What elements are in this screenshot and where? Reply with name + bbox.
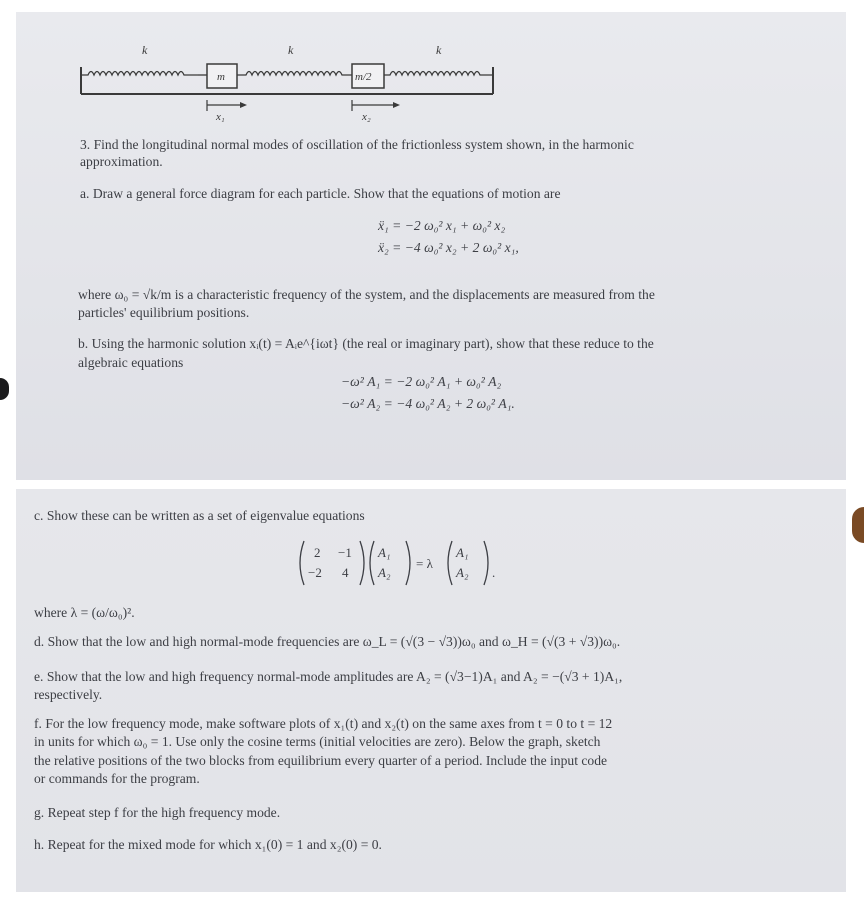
part-c-line: c. Show these can be written as a set of eigenvalue equations xyxy=(34,508,365,523)
finger-right xyxy=(852,507,864,543)
photo-bottom-page xyxy=(16,489,846,892)
equation-a1: ẍ₁ = −2 ω₀² x₁ + ω₀² x₂ xyxy=(378,218,506,233)
eigenvalue-matrix-equation xyxy=(294,537,554,589)
matrix-m21: −2 xyxy=(308,565,322,580)
equals-lambda: = λ xyxy=(416,556,433,571)
spring-1 xyxy=(81,72,198,76)
where-line-2: particles' equilibrium positions. xyxy=(78,305,250,320)
part-e-line-2: respectively. xyxy=(34,687,103,702)
displacement-2-label: x₂ xyxy=(362,111,371,122)
vector-right-a1: A₁ xyxy=(456,545,469,560)
vector-left-a2: A₂ xyxy=(378,565,391,580)
part-d-line: d. Show that the low and high normal-mode frequencies are ω_L = (√(3 − √3))ω₀ and ω_H = (√(3 + √3))ω₀. xyxy=(34,634,621,649)
matrix-m12: −1 xyxy=(338,545,352,560)
equation-b2: −ω² A₂ = −4 ω₀² A₂ + 2 ω₀² A₁. xyxy=(341,396,515,411)
part-f-line-1: f. For the low frequency mode, make software plots of x₁(t) and x₂(t) on the same axes from t = 0 to t = 12 xyxy=(34,716,613,731)
finger-left xyxy=(0,378,9,400)
part-a-line: a. Draw a general force diagram for each particle. Show that the equations of motion are xyxy=(80,186,561,201)
intro-line-2: approximation. xyxy=(80,154,163,169)
spring-3 xyxy=(384,72,493,76)
part-f-line-4: or commands for the program. xyxy=(34,771,200,786)
photo-top-page xyxy=(16,12,846,480)
matrix-m11: 2 xyxy=(314,545,321,560)
spring-1-label: k xyxy=(142,43,148,57)
vector-right-a2: A₂ xyxy=(456,565,469,580)
spring-2-label: k xyxy=(288,43,294,57)
equation-c-end: . xyxy=(492,565,496,580)
equation-a2: ẍ₂ = −4 ω₀² x₂ + 2 ω₀² x₁, xyxy=(378,240,519,255)
mass-2-label: m/2 xyxy=(355,71,372,83)
displacement-1-label: x₁ xyxy=(216,111,225,122)
spring-mass-diagram xyxy=(16,12,846,122)
spring-3-label: k xyxy=(436,43,442,57)
matrix-m22: 4 xyxy=(342,565,349,580)
vector-left-a1: A₁ xyxy=(378,545,391,560)
mass-1-label: m xyxy=(217,71,225,83)
part-f-line-3: the relative positions of the two blocks from equilibrium every quarter of a period. Include the input code xyxy=(34,753,608,768)
intro-line-1: 3. Find the longitudinal normal modes of oscillation of the frictionless system shown, in the harmonic xyxy=(80,137,634,152)
part-b-line-2: algebraic equations xyxy=(78,355,184,370)
where-line-1: where ω₀ = √k/m is a characteristic frequency of the system, and the displacements are measured from the xyxy=(78,287,655,302)
part-b-line-1: b. Using the harmonic solution xᵢ(t) = Aᵢe^{iωt} (the real or imaginary part), show that these reduce to the xyxy=(78,336,654,351)
part-h-line: h. Repeat for the mixed mode for which x₁(0) = 1 and x₂(0) = 0. xyxy=(34,837,382,852)
part-g-line: g. Repeat step f for the high frequency mode. xyxy=(34,805,281,820)
part-f-line-2: in units for which ω₀ = 1. Use only the cosine terms (initial velocities are zero). Below the graph, sketch xyxy=(34,734,601,749)
spring-2 xyxy=(237,72,352,76)
lambda-line: where λ = (ω/ω₀)². xyxy=(34,605,135,620)
equation-b1: −ω² A₁ = −2 ω₀² A₁ + ω₀² A₂ xyxy=(341,374,502,389)
part-e-line-1: e. Show that the low and high frequency normal-mode amplitudes are A₂ = (√3−1)A₁ and A₂ = −(√3 + 1)A₁, xyxy=(34,669,623,684)
